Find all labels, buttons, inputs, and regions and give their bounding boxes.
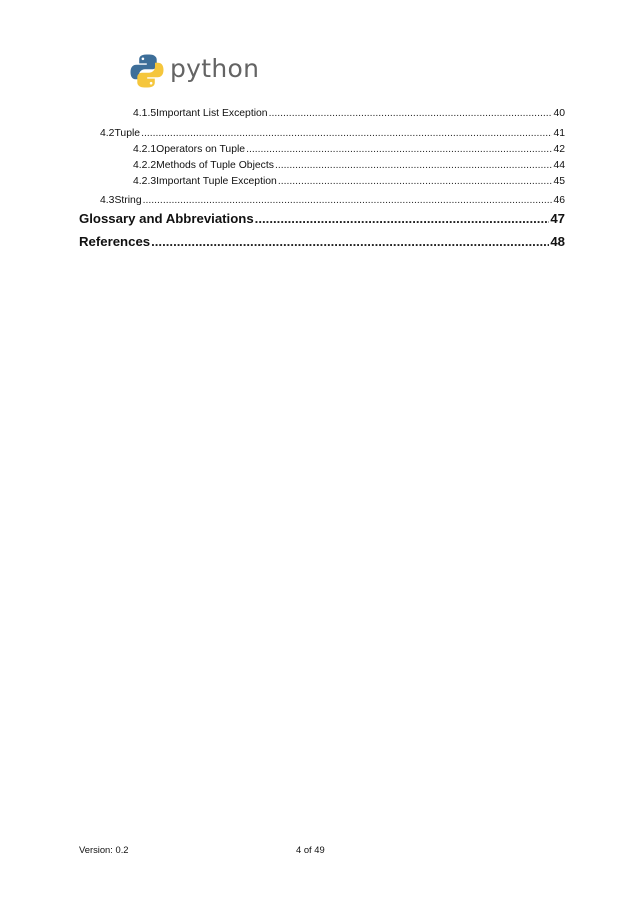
- toc-entry-number: 4.1.5: [133, 108, 157, 119]
- toc-entry[interactable]: [79, 209, 565, 229]
- toc-entry[interactable]: [133, 158, 565, 174]
- toc-entry[interactable]: [133, 174, 565, 190]
- toc-entry-page: 46: [553, 195, 565, 206]
- toc-entry-title: Operators on Tuple: [156, 144, 246, 155]
- python-logo: [129, 53, 260, 89]
- toc-entry-number: 4.2: [100, 128, 115, 139]
- toc-leader-dots: [255, 209, 550, 229]
- toc-leader-dots: [141, 126, 552, 142]
- toc-entry-title: Glossary and Abbreviations: [79, 211, 254, 226]
- toc-entry-page: 48: [550, 234, 565, 249]
- toc-entry-page: 40: [553, 108, 565, 119]
- footer-page-number: 4 of 49: [296, 844, 325, 855]
- toc-entry[interactable]: [133, 142, 565, 158]
- toc-entry-number: 4.2.1: [133, 144, 157, 155]
- toc-leader-dots: [151, 232, 549, 252]
- toc-entry-number: 4.2.2: [133, 160, 157, 171]
- toc-entry[interactable]: [100, 193, 565, 209]
- toc-entry-number: 4.3: [100, 195, 115, 206]
- toc-entry-page: 44: [553, 160, 565, 171]
- toc-entry-number: 4.2.3: [133, 176, 157, 187]
- footer-version: Version: 0.2: [79, 844, 129, 855]
- python-logo-icon: [129, 53, 165, 89]
- toc-entry-title: Methods of Tuple Objects: [156, 160, 274, 171]
- toc-entry-title: String: [114, 195, 142, 206]
- toc-leader-dots: [278, 174, 553, 190]
- toc-entry-page: 41: [553, 128, 565, 139]
- toc-entry-page: 42: [553, 144, 565, 155]
- toc-entry-title: References: [79, 234, 151, 249]
- toc-entry-title: Tuple: [114, 128, 141, 139]
- toc-entry[interactable]: [79, 232, 565, 252]
- toc-leader-dots: [143, 193, 553, 209]
- toc-leader-dots: [246, 142, 552, 158]
- toc-entry-page: 47: [550, 211, 565, 226]
- toc-entry-title: Important Tuple Exception: [156, 176, 277, 187]
- toc-leader-dots: [269, 106, 553, 122]
- toc-leader-dots: [275, 158, 552, 174]
- toc-entry[interactable]: [133, 106, 565, 122]
- toc-entry-title: Important List Exception: [156, 108, 268, 119]
- toc-entry-page: 45: [553, 176, 565, 187]
- toc-entry[interactable]: [100, 126, 565, 142]
- python-logo-text: python: [170, 54, 260, 83]
